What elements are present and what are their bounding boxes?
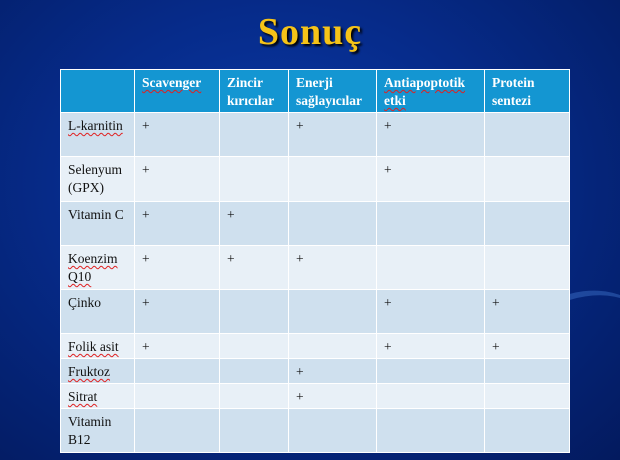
- table-cell: [485, 359, 570, 384]
- table-cell: [135, 409, 220, 453]
- header-cell-protein-sentezi: Protein sentezi: [485, 70, 570, 113]
- table-cell: [377, 359, 485, 384]
- row-label: Vitamin B12: [61, 409, 135, 453]
- row-label: L-karnitin: [61, 113, 135, 157]
- table-cell: [289, 409, 377, 453]
- header-cell-enerji-saglayicilar: Enerji sağlayıcılar: [289, 70, 377, 113]
- header-label: Antiapoptotik etki: [384, 75, 466, 108]
- table-cell: +: [220, 202, 289, 246]
- table-cell: +: [377, 290, 485, 334]
- row-label: Folik asit: [61, 334, 135, 359]
- table-cell: +: [135, 202, 220, 246]
- table-cell: [485, 384, 570, 409]
- table-cell: [220, 113, 289, 157]
- table-cell: [135, 384, 220, 409]
- table-cell: +: [377, 157, 485, 202]
- table-cell: +: [289, 359, 377, 384]
- table-cell: +: [289, 384, 377, 409]
- table-header-row: [61, 70, 570, 113]
- table-cell: +: [220, 246, 289, 290]
- row-label: Çinko: [61, 290, 135, 334]
- table-cell: [220, 409, 289, 453]
- table-cell: +: [377, 113, 485, 157]
- table-cell: [220, 359, 289, 384]
- table-cell: [485, 113, 570, 157]
- header-cell-antiapoptotik-etki: [377, 70, 485, 113]
- table-cell: [377, 246, 485, 290]
- table-cell: +: [135, 113, 220, 157]
- table-row: [61, 359, 570, 384]
- table-row: [61, 334, 570, 359]
- table-cell: +: [289, 246, 377, 290]
- table-cell: [289, 202, 377, 246]
- header-label: Scavenger: [142, 75, 202, 90]
- header-cell-scavenger: [135, 70, 220, 113]
- table-cell: [289, 334, 377, 359]
- table-cell: +: [135, 290, 220, 334]
- table-cell: [220, 384, 289, 409]
- table-cell: [289, 157, 377, 202]
- table-cell: +: [289, 113, 377, 157]
- table-cell: [220, 157, 289, 202]
- row-label: Fruktoz: [61, 359, 135, 384]
- row-label: Sitrat: [61, 384, 135, 409]
- row-label: Koenzim Q10: [61, 246, 135, 290]
- table-cell: [485, 157, 570, 202]
- table-cell: +: [377, 334, 485, 359]
- table-row: [61, 246, 570, 290]
- table-cell: [485, 246, 570, 290]
- header-cell-empty: [61, 70, 135, 113]
- table-cell: +: [485, 334, 570, 359]
- table-row: [61, 202, 570, 246]
- table-cell: [377, 384, 485, 409]
- table-cell: [220, 290, 289, 334]
- table-row: [61, 409, 570, 453]
- table-cell: [377, 202, 485, 246]
- table-cell: [135, 359, 220, 384]
- table-cell: [485, 409, 570, 453]
- table-row: [61, 290, 570, 334]
- header-cell-zincir-kiricilar: Zincir kırıcılar: [220, 70, 289, 113]
- slide-title: Sonuç: [257, 11, 363, 53]
- table-row: [61, 384, 570, 409]
- table-cell: [485, 202, 570, 246]
- results-table: [60, 69, 570, 453]
- row-label: Selenyum (GPX): [61, 157, 135, 202]
- table-cell: +: [135, 157, 220, 202]
- table-row: [61, 113, 570, 157]
- table-cell: +: [135, 246, 220, 290]
- table-cell: [220, 334, 289, 359]
- table-cell: [289, 290, 377, 334]
- table-row: [61, 157, 570, 202]
- table-cell: +: [485, 290, 570, 334]
- table-cell: [377, 409, 485, 453]
- table-cell: +: [135, 334, 220, 359]
- row-label: Vitamin C: [61, 202, 135, 246]
